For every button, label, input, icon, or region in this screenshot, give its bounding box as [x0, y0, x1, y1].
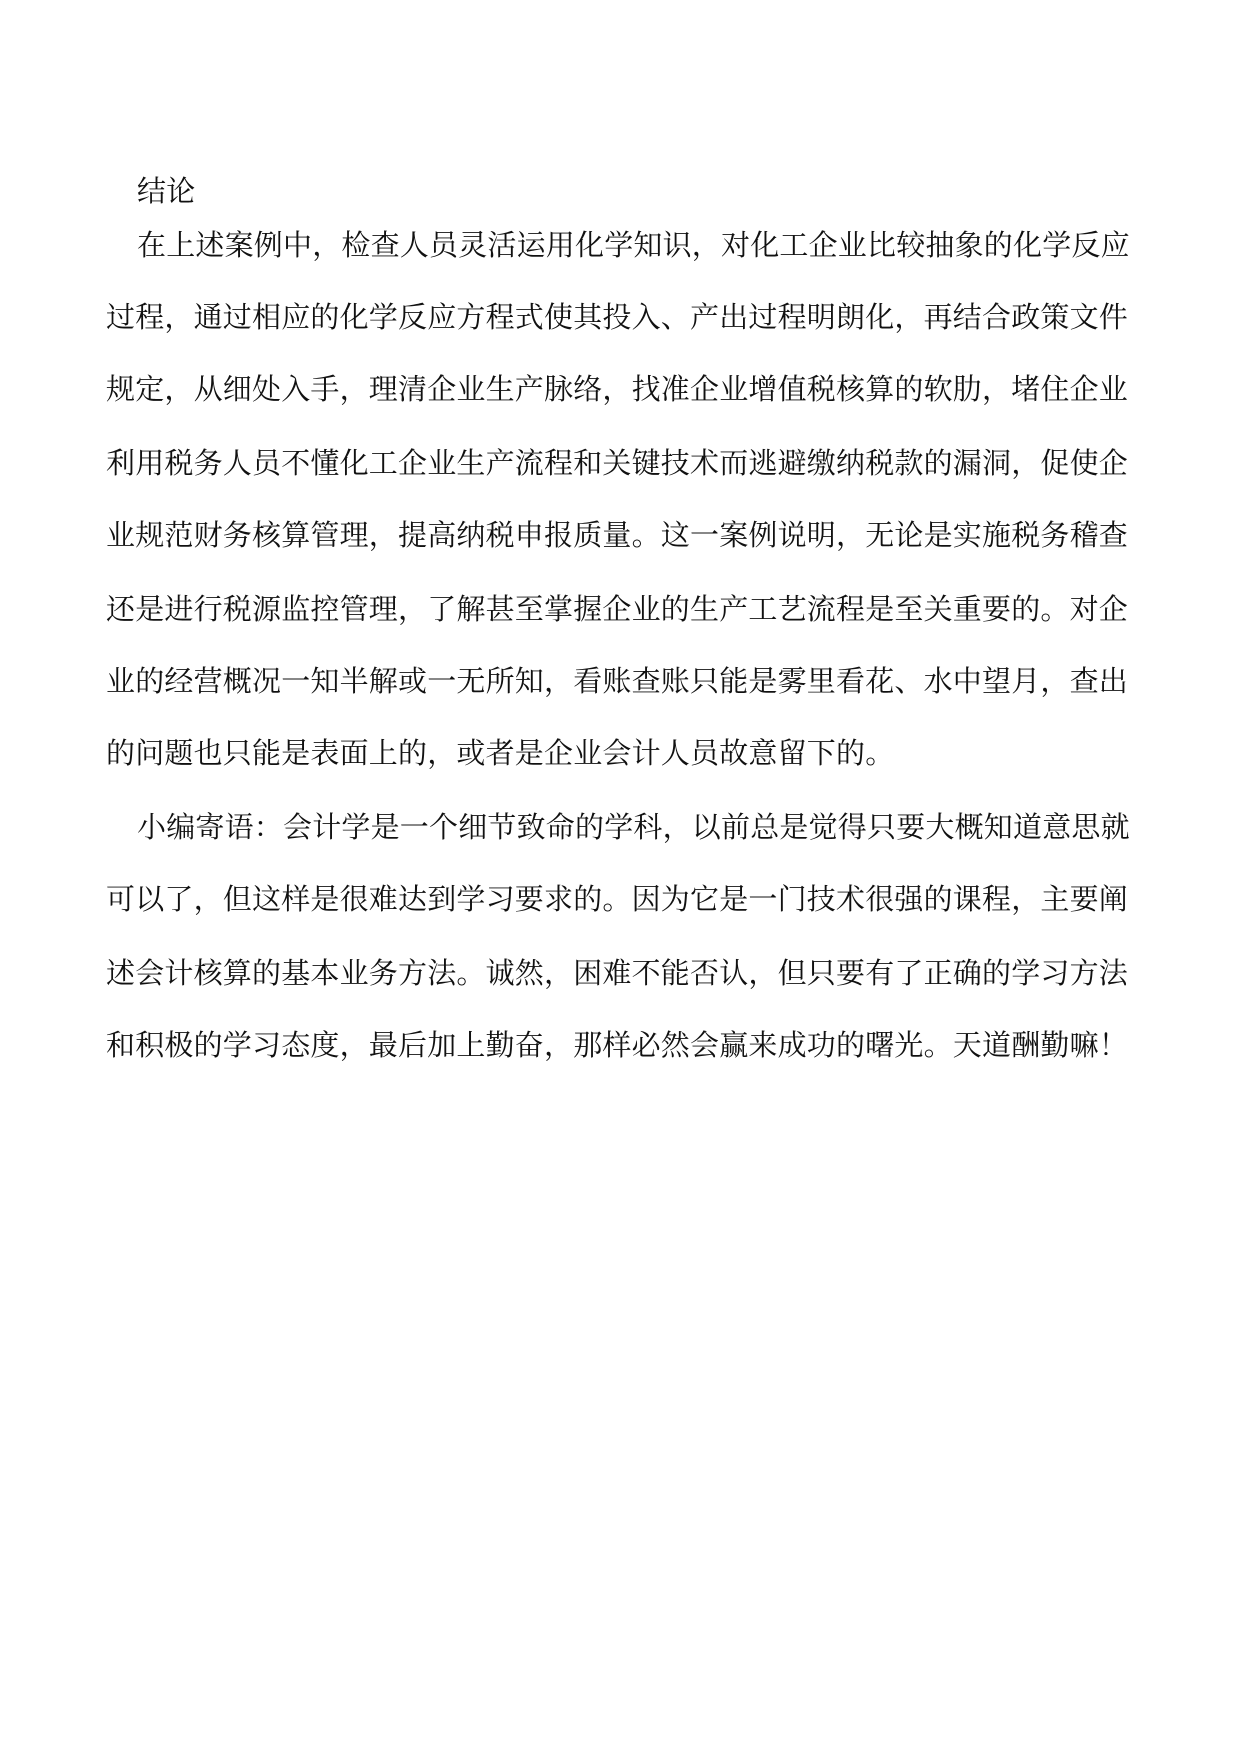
- paragraph-line: 在上述案例中，检查人员灵活运用化学知识，对化工企业比较抽象的化学反应: [137, 228, 1130, 262]
- paragraph-line: 还是进行税源监控管理，了解甚至掌握企业的生产工艺流程是至关重要的。对企: [106, 592, 1129, 626]
- paragraph-line: 规定，从细处入手，理清企业生产脉络，找准企业增值税核算的软肋，堵住企业: [106, 372, 1129, 406]
- paragraph-line: 述会计核算的基本业务方法。诚然，困难不能否认，但只要有了正确的学习方法: [106, 956, 1129, 990]
- section-heading: 结论: [137, 174, 196, 208]
- paragraph-line: 可以了，但这样是很难达到学习要求的。因为它是一门技术很强的课程，主要阐: [106, 882, 1129, 916]
- paragraph-line: 业规范财务核算管理，提高纳税申报质量。这一案例说明，无论是实施税务稽查: [106, 518, 1129, 552]
- paragraph-line: 过程，通过相应的化学反应方程式使其投入、产出过程明朗化，再结合政策文件: [106, 300, 1129, 334]
- paragraph-line: 业的经营概况一知半解或一无所知，看账查账只能是雾里看花、水中望月，查出: [106, 664, 1129, 698]
- paragraph-line: 和积极的学习态度，最后加上勤奋，那样必然会赢来成功的曙光。天道酬勤嘛！: [106, 1028, 1129, 1062]
- paragraph-line: 小编寄语：会计学是一个细节致命的学科，以前总是觉得只要大概知道意思就: [137, 810, 1130, 844]
- paragraph-line: 利用税务人员不懂化工企业生产流程和关键技术而逃避缴纳税款的漏洞，促使企: [106, 446, 1129, 480]
- paragraph-line: 的问题也只能是表面上的，或者是企业会计人员故意留下的。: [106, 736, 895, 770]
